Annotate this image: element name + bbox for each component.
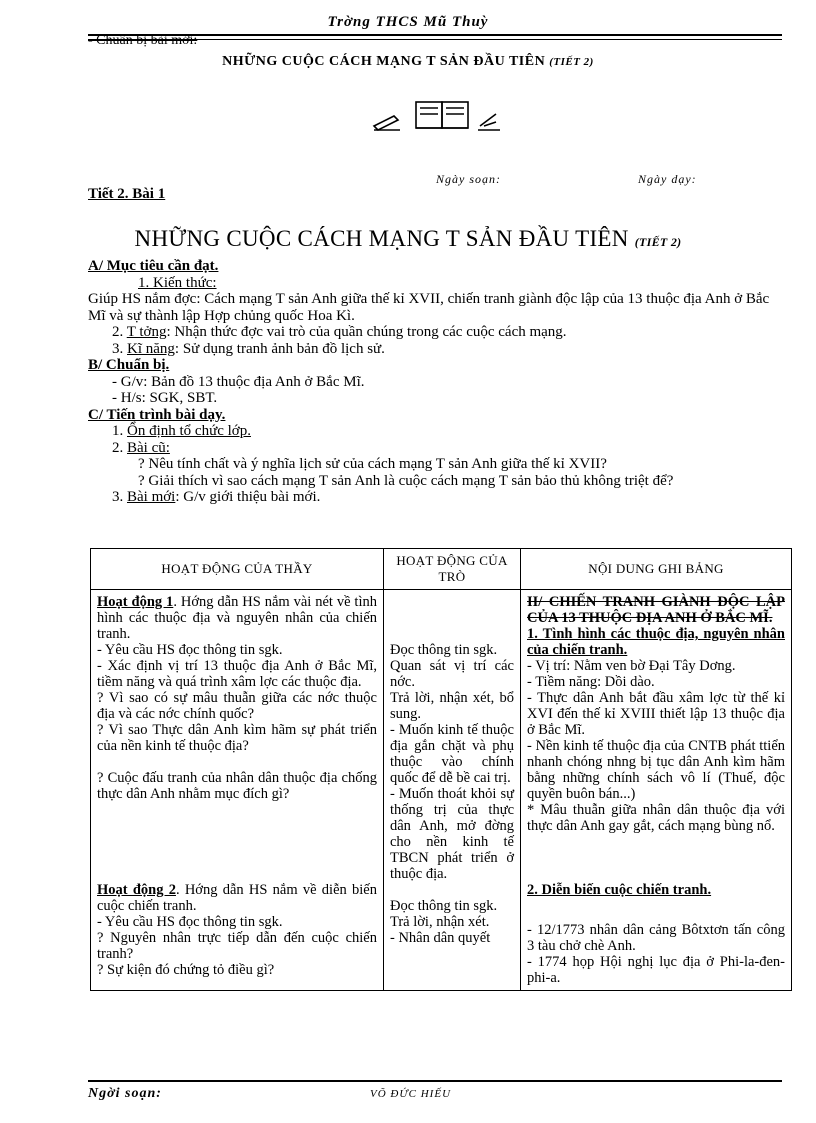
- prep-teacher: - G/v: Bản đồ 13 thuộc địa Anh ở Bắc Mĩ.: [112, 373, 365, 390]
- board-content: [521, 590, 792, 991]
- header-content: NỘI DUNG GHI BẢNG: [521, 549, 792, 590]
- list-item: - 12/1773 nhân dân cảng Bôtxtơn tấn công 3 tàu chở chè Anh.: [527, 922, 785, 954]
- list-item: - Yêu cầu HS đọc thông tin sgk.: [97, 642, 283, 658]
- section-b-heading: B/ Chuẩn bị.: [88, 357, 170, 373]
- teacher-activities: [91, 590, 384, 991]
- skill-num: 3.: [112, 340, 124, 357]
- list-item: * Mâu thuẫn giữa nhân dân thuộc địa với thực dân Anh gay gắt, cách mạng bùng nổ.: [527, 802, 785, 834]
- activity-1-label: Hoạt động 1: [97, 594, 174, 610]
- table-header-row: [91, 549, 792, 590]
- step3-num: 3.: [112, 489, 124, 505]
- activity-1-text: . Hớng dẫn HS nắm vài nét về tình hình các thuộc địa và nguyên nhân của chiến tranh.: [97, 594, 377, 642]
- step1-num: 1.: [112, 423, 124, 439]
- list-item: - Muốn kinh tế thuộc địa gắn chặt và phụ thuộc vào chính quốc để dễ bề cai trị.: [390, 722, 514, 786]
- header-teacher: HOẠT ĐỘNG CỦA THẦY: [91, 549, 384, 590]
- date-taught: Ngày dạy:: [638, 172, 697, 186]
- lesson-table: [90, 548, 792, 991]
- list-item: Đọc thông tin sgk.: [390, 642, 498, 658]
- header-rule: [88, 34, 782, 40]
- date-prepared: Ngày soạn:: [436, 172, 501, 186]
- thought-text: : Nhận thức đợc vai trò của quần chúng trong các cuộc cách mạng.: [166, 324, 567, 340]
- section-a-heading: A/ Mục tiêu cần đạt.: [88, 258, 219, 274]
- list-item: - 1774 họp Hội nghị lục địa ở Phi-la-đen-phi-a.: [527, 954, 785, 986]
- thought-num: 2.: [112, 324, 124, 340]
- title-big-text: NHỮNG CUỘC CÁCH MẠNG T SẢN ĐẦU TIÊN: [134, 226, 629, 251]
- step3-text: : G/v giới thiệu bài mới.: [175, 489, 321, 505]
- step2: Bài cũ:: [127, 439, 170, 456]
- prep-student: - H/s: SGK, SBT.: [112, 390, 218, 406]
- list-item: Trả lời, nhận xét, bổ sung.: [390, 690, 514, 722]
- list-item: - Nhân dân quyết: [390, 930, 491, 946]
- lesson-title: [0, 226, 816, 252]
- subsection-1-heading: 1. Tình hình các thuộc địa, nguyên nhân của chiến tranh.: [527, 626, 785, 658]
- list-item: ? Nguyên nhân trực tiếp dẫn đến cuộc chiến tranh?: [97, 930, 377, 962]
- author-label: Ngời soạn:: [88, 1086, 162, 1101]
- book-ornament-icon: [360, 96, 500, 136]
- list-item: Đọc thông tin sgk.: [390, 898, 498, 914]
- section-ii-heading: II/ CHIẾN TRANH GIÀNH ĐỘC LẬP CỦA 13 THUỘC ĐỊA ANH Ở BẮC MĨ.: [527, 594, 785, 626]
- step1: Ổn định tổ chức lớp.: [127, 423, 251, 439]
- knowledge-text: Giúp HS nắm đợc: Cách mạng T sản Anh giữa thế kỉ XVII, chiến tranh giành độc lập của 13 thuộc địa Anh ở Bắc Mĩ và sự thành lập Hợp chủng quốc Hoa Kì.: [88, 291, 770, 324]
- list-item: Quan sát vị trí các nớc.: [390, 658, 514, 690]
- list-item: - Tiềm năng: Dồi dào.: [527, 674, 655, 690]
- list-item: - Vị trí: Nằm ven bờ Đại Tây Dơng.: [527, 658, 736, 674]
- knowledge-label: 1. Kiến thức:: [138, 274, 217, 291]
- list-item: - Nền kinh tế thuộc địa của CNTB phát ttiển nhanh chóng nhng bị tục dân Anh kìm hãm bằng những chính sách vô lí (Thuế, độc quyền buôn bán...): [527, 738, 785, 802]
- lesson-body: [88, 258, 788, 506]
- title-small-text: NHỮNG CUỘC CÁCH MẠNG T SẢN ĐẦU TIÊN: [222, 54, 546, 69]
- section-c-heading: C/ Tiến trình bài dạy.: [88, 406, 226, 423]
- list-item: ? Vì sao có sự mâu thuẫn giữa các nớc thuộc địa và các nớc chính quốc?: [97, 690, 377, 722]
- step2-num: 2.: [112, 439, 124, 456]
- subsection-2-heading: 2. Diễn biến cuộc chiến tranh.: [527, 882, 712, 898]
- activity-2-label: Hoạt động 2: [97, 882, 176, 898]
- list-item: - Muốn thoát khỏi sự thống trị của thực dân Anh, mở đờng cho nền kinh tế TBCN phát triển ở thuộc địa.: [390, 786, 514, 882]
- step3-label: Bài mới: [127, 489, 176, 505]
- prep-new-lesson: - Chuẩn bị bài mới:: [88, 33, 198, 48]
- review-question-2: ? Giải thích vì sao cách mạng T sản Anh là cuộc cách mạng T sản bảo thủ không triệt để?: [138, 472, 674, 489]
- school-header: Trờng THCS Mũ Thuỳ: [327, 14, 489, 30]
- list-item: Trả lời, nhận xét.: [390, 914, 490, 930]
- footer-rule: [88, 1080, 782, 1082]
- skill-text: : Sử dụng tranh ảnh bản đồ lịch sử.: [174, 340, 385, 357]
- header-student: HOẠT ĐỘNG CỦA TRÒ: [384, 549, 521, 590]
- activity-2-text: . Hớng dẫn HS nắm về diễn biến cuộc chiến tranh.: [97, 882, 377, 914]
- title-small-tiet: (TIẾT 2): [549, 56, 594, 68]
- table-row: [91, 590, 792, 991]
- list-item: ? Sự kiện đó chứng tỏ điều gì?: [97, 962, 275, 978]
- lesson-title-small: [0, 54, 816, 70]
- list-item: ? Cuộc đấu tranh của nhân dân thuộc địa chống thực dân Anh nhằm mục đích gì?: [97, 770, 377, 802]
- lesson-number: Tiết 2. Bài 1: [88, 186, 166, 202]
- student-activities: [384, 590, 521, 991]
- author-name: VÕ ĐỨC HIẾU: [370, 1088, 452, 1100]
- thought-label: T tởng: [126, 324, 167, 340]
- list-item: - Xác định vị trí 13 thuộc địa Anh ở Bắc Mĩ, tiềm năng và quá trình xâm lợc các thuộc địa.: [97, 658, 377, 690]
- title-big-tiet: (TIẾT 2): [634, 235, 682, 249]
- list-item: - Yêu cầu HS đọc thông tin sgk.: [97, 914, 283, 930]
- list-item: - Thực dân Anh bắt đầu xâm lợc từ thế kỉ XVI đến thế kỉ XVIII thiết lập 13 thuộc địa ở Bắc Mĩ.: [527, 690, 785, 738]
- review-question-1: ? Nêu tính chất và ý nghĩa lịch sử của cách mạng T sản Anh giữa thế kỉ XVII?: [138, 456, 607, 472]
- list-item: ? Vì sao Thực dân Anh kìm hãm sự phát triển của nền kinh tế thuộc địa?: [97, 722, 377, 754]
- skill-label: Kĩ năng: [127, 340, 175, 357]
